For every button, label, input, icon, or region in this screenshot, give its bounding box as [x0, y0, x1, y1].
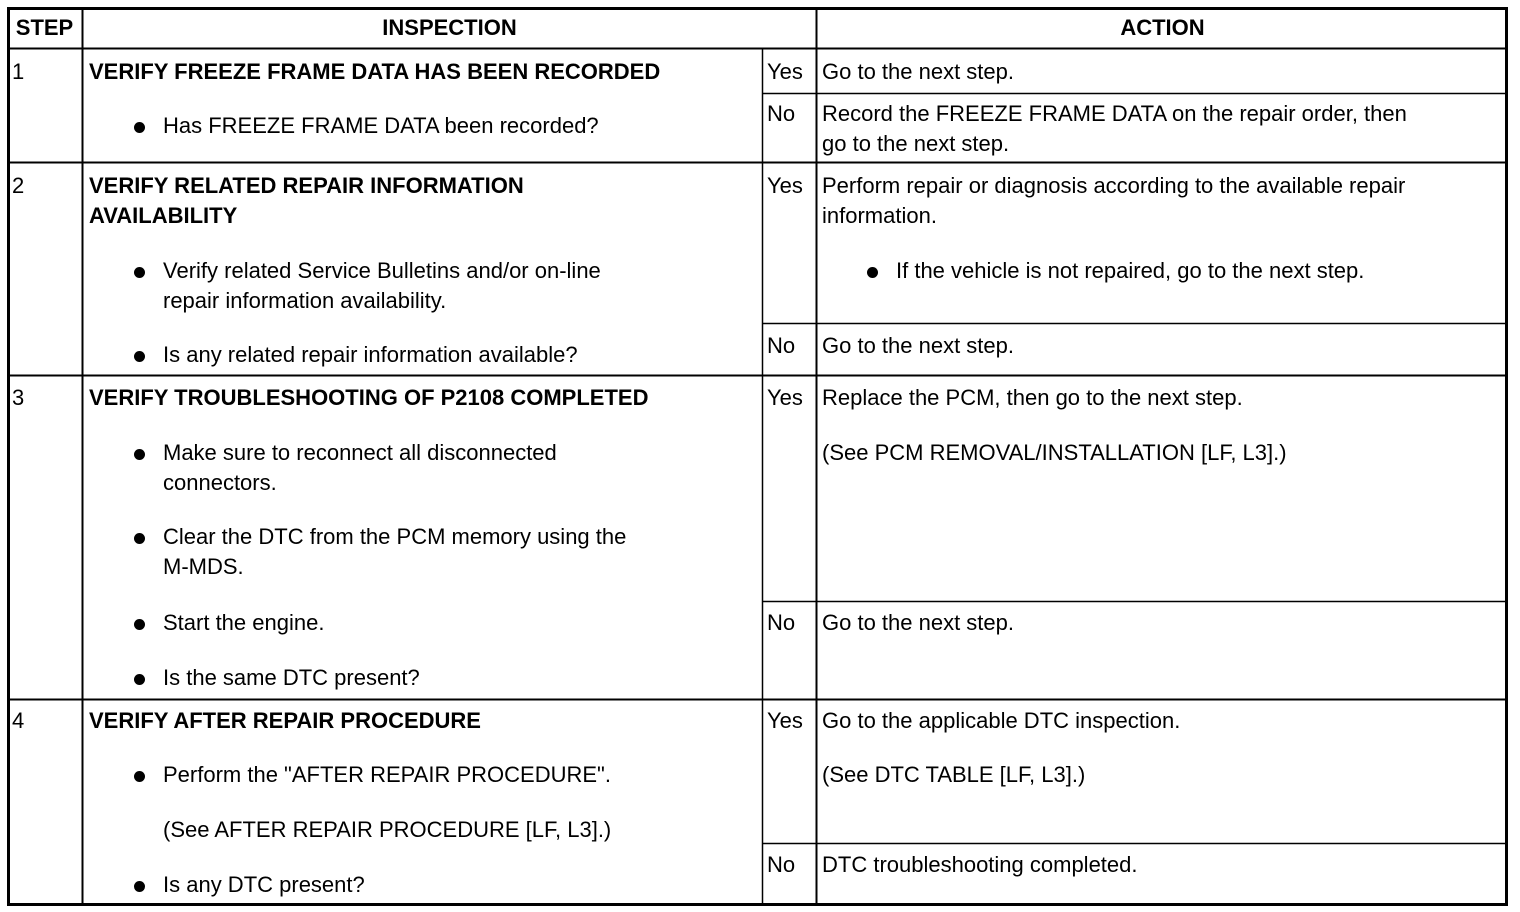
inspection-item: Start the engine. — [163, 610, 325, 635]
inspection-item-line-2: connectors. — [163, 470, 277, 495]
bullet-icon — [134, 351, 145, 362]
inspection-item-line-2: repair information availability. — [163, 288, 447, 313]
no-label: No — [767, 610, 796, 635]
bullet-icon — [867, 267, 878, 278]
yes-label: Yes — [767, 59, 803, 84]
yes-action: Go to the next step. — [822, 59, 1015, 84]
header-action: ACTION — [1120, 15, 1205, 40]
yes-action-line-2: information. — [822, 203, 937, 228]
yes-label: Yes — [767, 708, 803, 733]
inspection-item-line-1: Clear the DTC from the PCM memory using the — [163, 524, 627, 549]
bullet-icon — [134, 267, 145, 278]
no-action-line-1: Record the FREEZE FRAME DATA on the repair order, then — [822, 101, 1407, 126]
step-title: VERIFY TROUBLESHOOTING OF P2108 COMPLETED — [89, 385, 649, 410]
diagnostic-procedure-table — [7, 7, 1508, 906]
yes-label: Yes — [767, 385, 803, 410]
inspection-item: Is any DTC present? — [163, 872, 365, 897]
inspection-item: Is any related repair information available? — [163, 342, 578, 367]
bullet-icon — [134, 449, 145, 460]
bullet-icon — [134, 533, 145, 544]
bullet-icon — [134, 771, 145, 782]
step-title: VERIFY FREEZE FRAME DATA HAS BEEN RECORDED — [89, 59, 661, 84]
no-label: No — [767, 333, 796, 358]
yes-action-reference: (See PCM REMOVAL/INSTALLATION [LF, L3].) — [822, 440, 1287, 465]
step-number: 2 — [12, 173, 25, 198]
inspection-reference: (See AFTER REPAIR PROCEDURE [LF, L3].) — [163, 817, 612, 842]
yes-action-line-1: Perform repair or diagnosis according to the available repair — [822, 173, 1406, 198]
yes-label: Yes — [767, 173, 803, 198]
header-step: STEP — [15, 15, 74, 40]
inspection-item-line-1: Verify related Service Bulletins and/or on-line — [163, 258, 601, 283]
yes-action: Go to the applicable DTC inspection. — [822, 708, 1181, 733]
no-action: Go to the next step. — [822, 333, 1015, 358]
step-title: VERIFY AFTER REPAIR PROCEDURE — [89, 708, 481, 733]
no-label: No — [767, 852, 796, 877]
step-title-line-2: AVAILABILITY — [89, 203, 238, 228]
bullet-icon — [134, 674, 145, 685]
inspection-item: Has FREEZE FRAME DATA been recorded? — [163, 113, 599, 138]
no-action: DTC troubleshooting completed. — [822, 852, 1138, 877]
inspection-item-line-2: M-MDS. — [163, 554, 244, 579]
no-action: Go to the next step. — [822, 610, 1015, 635]
step-title-line-1: VERIFY RELATED REPAIR INFORMATION — [89, 173, 524, 198]
yes-action: Replace the PCM, then go to the next step. — [822, 385, 1243, 410]
inspection-item: Perform the "AFTER REPAIR PROCEDURE". — [163, 762, 611, 787]
step-number: 4 — [12, 708, 25, 733]
bullet-icon — [134, 122, 145, 133]
inspection-item: Is the same DTC present? — [163, 665, 420, 690]
inspection-item-line-1: Make sure to reconnect all disconnected — [163, 440, 557, 465]
bullet-icon — [134, 619, 145, 630]
bullet-icon — [134, 881, 145, 892]
no-label: No — [767, 101, 796, 126]
no-action-line-2: go to the next step. — [822, 131, 1010, 156]
yes-action-bullet: If the vehicle is not repaired, go to the next step. — [896, 258, 1365, 283]
step-number: 3 — [12, 385, 25, 410]
step-number: 1 — [12, 59, 25, 84]
header-inspection: INSPECTION — [382, 15, 517, 40]
yes-action-reference: (See DTC TABLE [LF, L3].) — [822, 762, 1086, 787]
